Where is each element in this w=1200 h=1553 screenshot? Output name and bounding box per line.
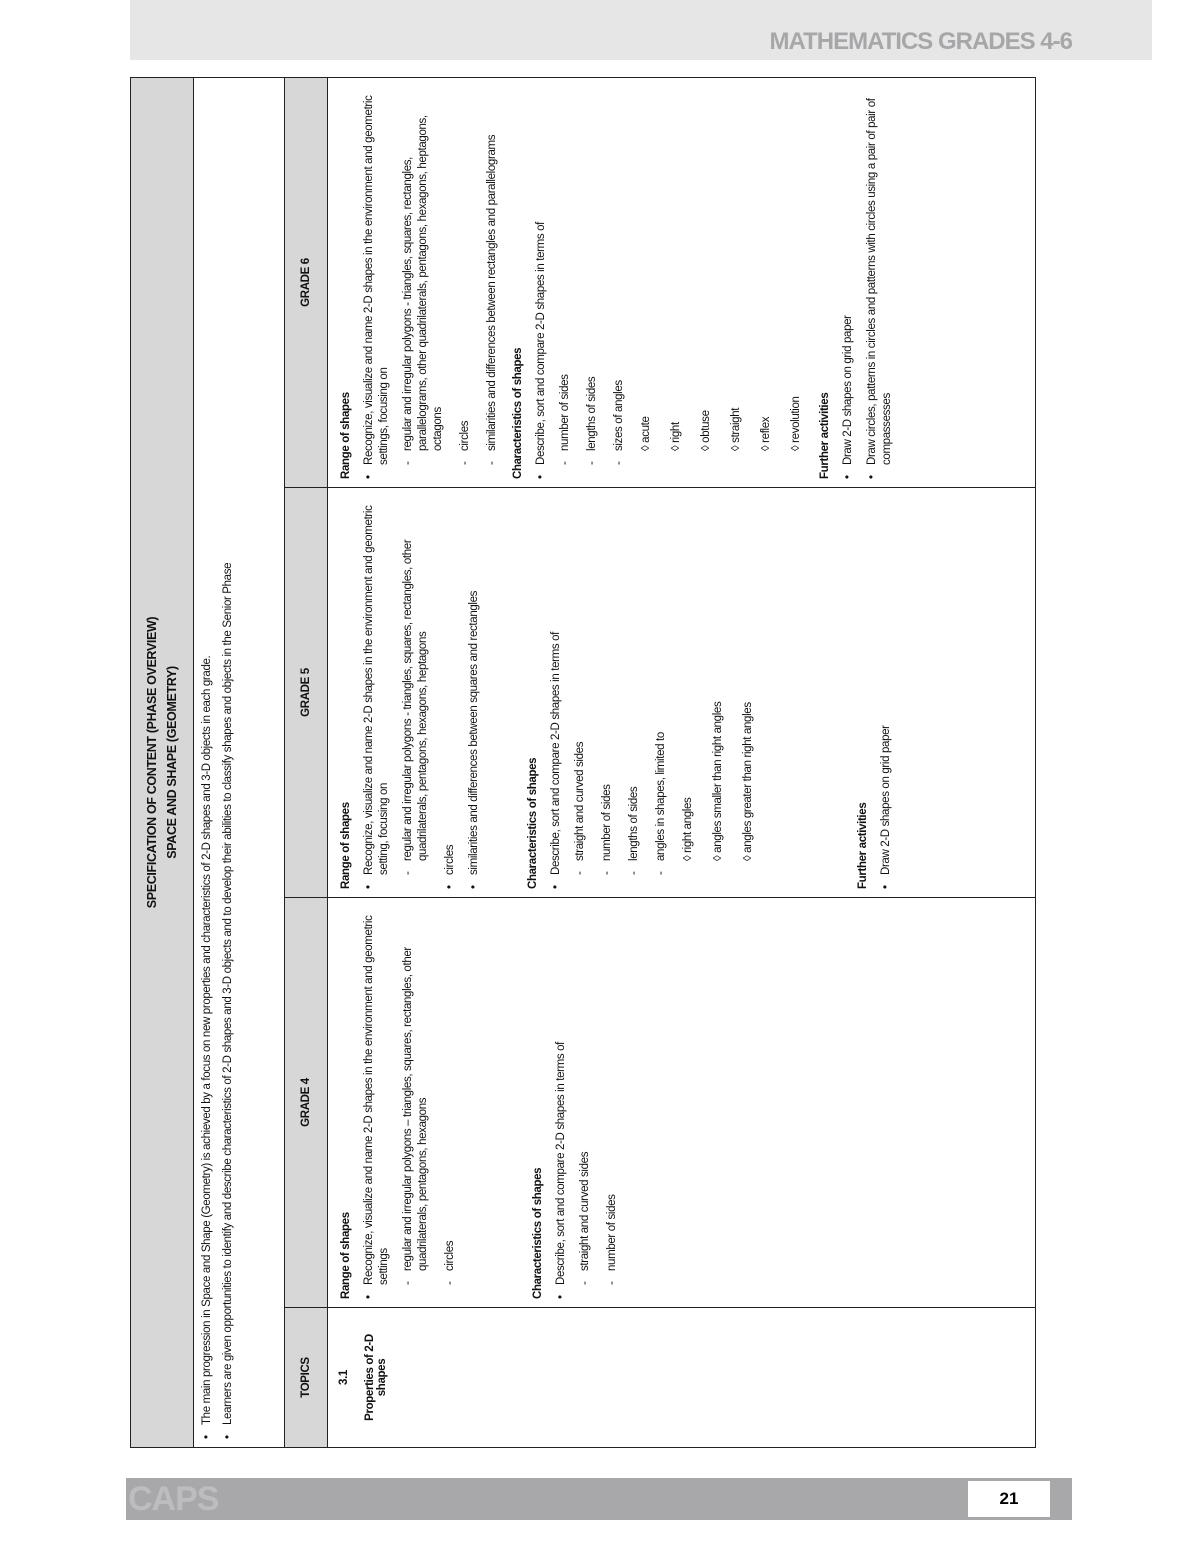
list-item: - regular and irregular polygons - triangles, squares, rectangles, parallelograms, other quadrilaterals, pentagons, hexagons, heptagons, octagons	[402, 115, 444, 465]
list-item: ◊ obtuse	[700, 410, 712, 451]
grade4-range-heading: Range of shapes	[340, 1212, 352, 1299]
list-item: - number of sides	[601, 784, 613, 875]
intro-item: • Learners are given opportunities to identify and describe characteristics of 2-D shapes and 3-D objects and to develop their abilities to classify shapes and objects in the Senior Phase	[222, 562, 234, 1439]
topic-row	[328, 77, 1036, 1447]
list-item: ◊ straight	[730, 407, 742, 451]
grade6-further-heading: Further activities	[819, 392, 831, 479]
list-item: • similarities and differences between squares and rectangles	[468, 590, 480, 889]
list-item: ◊ right angles	[682, 797, 694, 861]
page-number: 21	[968, 1481, 1050, 1517]
column-header-row	[285, 77, 328, 1447]
list-item: - circles	[459, 420, 471, 465]
list-item: ◊ right	[670, 422, 682, 451]
list-item: • Draw 2-D shapes on grid paper	[842, 315, 854, 479]
list-item: - regular and irregular polygons – triangles, squares, rectangles, other quadrilaterals, pentagons, hexagons	[402, 947, 429, 1285]
grade6-char-heading: Characteristics of shapes	[512, 347, 524, 479]
list-item: • Draw circles, patterns in circles and patterns with circles using a pair of pair of compassesses	[866, 98, 893, 479]
grade4-char-bullet: • Describe, sort and compare 2-D shapes in terms of	[555, 1042, 567, 1299]
col-header-topics: TOPICS	[285, 1308, 328, 1448]
list-item: - number of sides	[606, 1194, 618, 1285]
table-subtitle: SPACE AND SHAPE (GEOMETRY)	[165, 666, 179, 859]
document-title: MATHEMATICS GRADES 4-6	[769, 28, 1072, 55]
col-header-grade5: GRADE 5	[285, 488, 328, 898]
grade5-char-heading: Characteristics of shapes	[527, 757, 539, 889]
list-item: - sizes of angles	[613, 380, 625, 465]
col-header-grade6: GRADE 6	[285, 77, 328, 487]
grade5-range-heading: Range of shapes	[340, 802, 352, 889]
list-item: - angles in shapes, limited to	[655, 732, 667, 875]
list-item: ◊ angles smaller than right angles	[712, 701, 724, 861]
list-item: ◊ reflex	[760, 416, 772, 451]
col-header-grade4: GRADE 4	[285, 898, 328, 1308]
list-item: - number of sides	[559, 374, 571, 465]
list-item: - lengths of sides	[628, 786, 640, 875]
grade6-range-bullet: • Recognize, visualize and name 2-D shapes in the environment and geometric settings, focusing on	[363, 95, 390, 479]
grade5-further-heading: Further activities	[857, 802, 869, 889]
list-item: ◊ acute	[640, 416, 652, 451]
list-item: ◊ revolution	[790, 396, 802, 451]
table-title: SPECIFICATION OF CONTENT (PHASE OVERVIEW)	[145, 616, 159, 909]
grade4-cell	[328, 898, 1036, 1308]
grade5-cell	[328, 488, 1036, 898]
list-item: - straight and curved sides	[574, 741, 586, 875]
topic-number: 3.1	[338, 1370, 350, 1385]
footer-brand: CAPS	[128, 1480, 219, 1518]
intro-item: • The main progression in Space and Shape (Geometry) is achieved by a focus on new properties and characteristics of 2-D shapes and 3-D objects in each grade.	[201, 655, 213, 1439]
list-item: - lengths of sides	[586, 376, 598, 465]
grade6-char-bullet: • Describe, sort and compare 2-D shapes in terms of	[535, 222, 547, 479]
content-table-rotated	[130, 78, 1036, 1448]
grade6-cell	[328, 77, 1036, 487]
grade5-range-bullet: • Recognize, visualize and name 2-D shapes in the environment and geometric setting, focusing on	[363, 505, 390, 889]
grade5-char-bullet: • Describe, sort and compare 2-D shapes in terms of	[550, 632, 562, 889]
grade4-range-bullet: • Recognize, visualize and name 2-D shapes in the environment and geometric settings	[363, 915, 390, 1299]
content-table	[130, 77, 1036, 1448]
list-item: - similarities and differences between rectangles and parallelograms	[486, 134, 498, 465]
list-item: • Draw 2-D shapes on grid paper	[880, 725, 892, 889]
table-title-row	[131, 77, 194, 1447]
topic-name: Properties of 2-D shapes	[364, 1334, 388, 1421]
grade4-char-heading: Characteristics of shapes	[532, 1167, 544, 1299]
list-item: - circles	[444, 1240, 456, 1285]
grade6-range-heading: Range of shapes	[340, 392, 352, 479]
list-item: ◊ angles greater than right angles	[742, 702, 754, 861]
list-item: • circles	[444, 844, 456, 889]
list-item: - straight and curved sides	[579, 1151, 591, 1285]
intro-row	[194, 77, 285, 1447]
list-item: - regular and irregular polygons - triangles, squares, rectangles, other quadrilaterals, pentagons, hexagons, heptagons	[402, 539, 429, 875]
footer-band	[126, 1478, 1072, 1520]
topic-cell	[328, 1308, 1036, 1448]
